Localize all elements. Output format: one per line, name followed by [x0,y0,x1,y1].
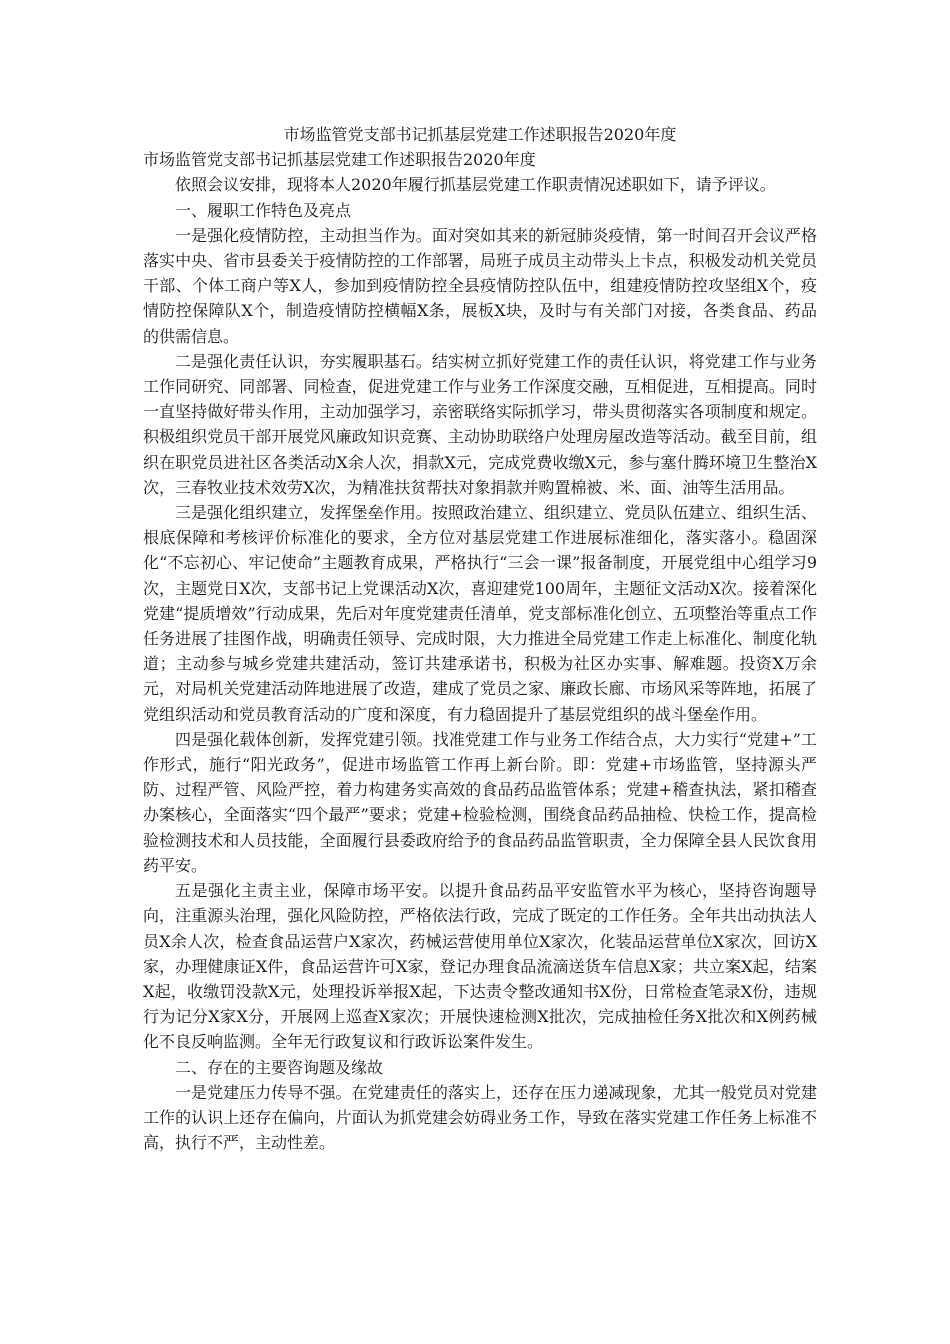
section-heading-1: 一、履职工作特色及亮点 [175,200,352,220]
body-paragraph: 一是党建压力传导不强。在党建责任的落实上，还存在压力递减现象，尤其一般党员对党建工作的认识上还存在偏向，片面认为抓党建会妨碍业务工作，导致在落实党建工作任务上标准不高，执行不严，主动性差。 [143,1082,817,1153]
section-heading-2: 二、存在的主要咨询题及缘故 [175,1057,384,1077]
document-subtitle: 市场监管党支部书记抓基层党建工作述职报告2020年度 [143,150,536,170]
body-paragraph: 四是强化载体创新，发挥党建引领。找准党建工作与业务工作结合点，大力实行“党建+”工作形式，施行“阳光政务”，促进市场监管工作再上新台阶。即：党建+市场监管，坚持源头严防、过程严管、风险严控，着力构建务实高效的食品药品监管体系；党建+稽查执法，紧扣稽查办案核心，全面落实“四个最严”要求；党建+检验检测，围绕食品药品抽检、快检工作，提高检验检测技术和人员技能，全面履行县委政府给予的食品药品监管职责，全力保障全县人民饮食用药平安。 [143,729,817,875]
document-title: 市场监管党支部书记抓基层党建工作述职报告2020年度 [283,125,677,144]
body-paragraph: 三是强化组织建立，发挥堡垒作用。按照政治建立、组织建立、党员队伍建立、组织生活、根底保障和考核评价标准化的要求，全方位对基层党建工作进展标准细化，落实落小。稳固深化“不忘初心、牢记使命”主题教育成果，严格执行“三会一课”报备制度，开展党组中心组学习9次，主题党日X次，支部书记上党课活动X次，喜迎建党100周年，主题征文活动X次。接着深化党建“提质增效”行动成果，先后对年度党建责任清单，党支部标准化创立、五项整治等重点工作任务进展了挂图作战，明确责任领导、完成时限，大力推进全局党建工作走上标准化、制度化轨道；主动参与城乡党建共建活动，签订共建承诺书，积极为社区办实事、解难题。投资X万余元，对局机关党建活动阵地进展了改造，建成了党员之家、廉政长廊、市场风采等阵地，拓展了党组织活动和党员教育活动的广度和深度，有力稳固提升了基层党组织的战斗堡垒作用。 [143,503,817,724]
body-paragraph: 一是强化疫情防控，主动担当作为。面对突如其来的新冠肺炎疫情，第一时间召开会议严格落实中央、省市县委关于疫情防控的工作部署，局班子成员主动带头上卡点，积极发动机关党员干部、个体工商户等X人，参加到疫情防控全县疫情防控队伍中，组建疫情防控攻坚组X个，疫情防控保障队X个，制造疫情防控横幅X条，展板X块，及时与有关部门对接，各类食品、药品的供需信息。 [143,225,817,346]
body-paragraph: 二是强化责任认识，夯实履职基石。结实树立抓好党建工作的责任认识，将党建工作与业务工作同研究、同部署、同检查，促进党建工作与业务工作深度交融，互相促进，互相提高。同时一直坚持做好带头作用，主动加强学习，亲密联络实际抓学习，带头贯彻落实各项制度和规定。积极组织党员干部开展党风廉政知识竞赛、主动协助联络户处理房屋改造等活动。截至目前，组织在职党员进社区各类活动X余人次，捐款X元，完成党费收缴X元，参与塞什腾环境卫生整治X次，三春牧业技术效劳X次，为精准扶贫帮扶对象捐款并购置棉被、米、面、油等生活用品。 [143,351,817,497]
body-paragraph: 五是强化主责主业，保障市场平安。以提升食品药品平安监管水平为核心，坚持咨询题导向，注重源头治理，强化风险防控，严格依法行政，完成了既定的工作任务。全年共出动执法人员X余人次，检查食品运营户X家次，药械运营使用单位X家次，化装品运营单位X家次，回访X家，办理健康证X件，食品运营许可X家，登记办理食品流滴送货车信息X家；共立案X起，结案X起，收缴罚没款X元，处理投诉举报X起，下达责令整改通知书X份，日常检查笔录X份，违规行为记分X家X分，开展网上巡查X家次；开展快速检测X批次，完成抽检任务X批次和X例药械化不良反响监测。全年无行政复议和行政诉讼案件发生。 [143,881,817,1052]
intro-paragraph: 依照会议安排，现将本人2020年履行抓基层党建工作职责情况述职如下，请予评议。 [175,175,776,195]
document-page [143,122,817,1155]
